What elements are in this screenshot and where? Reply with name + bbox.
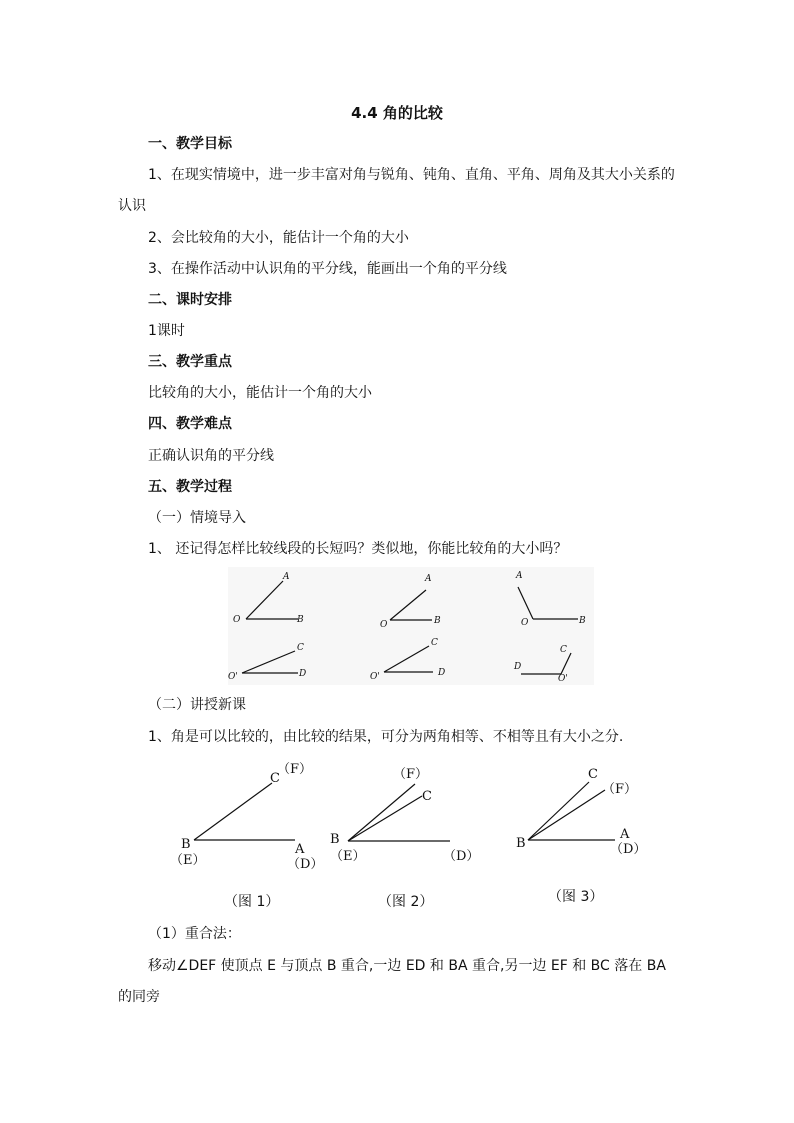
objective-1-cont: 认识 [118,198,146,214]
caption-figure-2: （图 2） [378,894,434,910]
fig2-label-B: B [330,832,340,847]
label-O-prime-1: O' [228,672,238,682]
paragraph-1: 1、角是可以比较的，由比较的结果，可分为两角相等、不相等且有大小之分. [148,729,624,745]
fig3-label-F: （F） [602,782,638,797]
fig2-label-E: （E） [330,849,366,864]
subheading-intro: （一）情境导入 [148,510,246,526]
label-C-2: C [431,638,438,648]
objective-3: 3、在操作活动中认识角的平分线，能画出一个角的平分线 [148,261,507,277]
label-O-1: O [233,615,241,625]
objective-2: 2、会比较角的大小，能估计一个角的大小 [148,230,409,246]
fig1-label-F: （F） [277,762,313,777]
label-B-1: B [297,615,304,625]
label-D-2: D [438,668,446,678]
subheading-new-lesson: （二）讲授新课 [148,697,246,713]
heading-schedule: 二、课时安排 [148,292,232,308]
question-1: 1、 还记得怎样比较线段的长短吗？类似地，你能比较角的大小吗？ [148,541,568,557]
heading-key-points: 三、教学重点 [148,354,232,370]
objective-1: 1、在现实情境中，进一步丰富对角与锐角、钝角、直角、平角、周角及其大小关系的 [148,167,675,183]
label-C-3: C [560,645,567,655]
label-O-2: O [380,620,388,630]
fig3-label-C: C [588,767,598,782]
label-D-1: D [299,669,307,679]
difficulty: 正确认识角的平分线 [148,448,274,464]
key-points: 比较角的大小，能估计一个角的大小 [148,385,372,401]
label-O-3: O [521,618,529,628]
method-step-cont: 的同旁 [118,989,160,1005]
heading-process: 五、教学过程 [148,479,232,495]
fig2-label-F: （F） [393,767,429,782]
fig3-label-A: A [620,827,630,842]
label-O-prime-2: O' [370,672,380,682]
label-A-3: A [516,571,523,581]
schedule-hours: 1课时 [148,323,185,339]
label-C-1: C [297,643,304,653]
label-D-3: D [514,662,522,672]
angles-figure [228,567,594,685]
caption-figure-1: （图 1） [224,894,280,910]
method-heading: （1）重合法： [148,926,241,942]
label-A-1: A [283,572,290,582]
fig1-label-E: （E） [170,853,206,868]
fig2-label-D: （D） [443,849,480,864]
method-step: 移动∠DEF 使顶点 E 与顶点 B 重合,一边 ED 和 BA 重合,另一边 EF 和 BC 落在 BA [148,958,666,974]
page-title: 4.4 角的比较 [351,104,443,122]
label-O-prime-3: O' [558,674,568,684]
label-B-3: B [579,616,586,626]
fig3-label-B: B [516,836,526,851]
fig1-label-C: C [270,771,280,786]
fig3-label-D: （D） [610,842,647,857]
fig1-label-B: B [181,837,191,852]
label-B-2: B [434,616,441,626]
fig1-label-A: A [295,842,305,857]
comparison-figure [160,756,660,876]
heading-objectives: 一、教学目标 [148,136,232,152]
heading-difficulty: 四、教学难点 [148,416,232,432]
caption-figure-3: （图 3） [548,889,604,905]
fig2-label-C: C [422,789,432,804]
fig1-label-D: （D） [287,857,324,872]
label-A-2: A [425,574,432,584]
